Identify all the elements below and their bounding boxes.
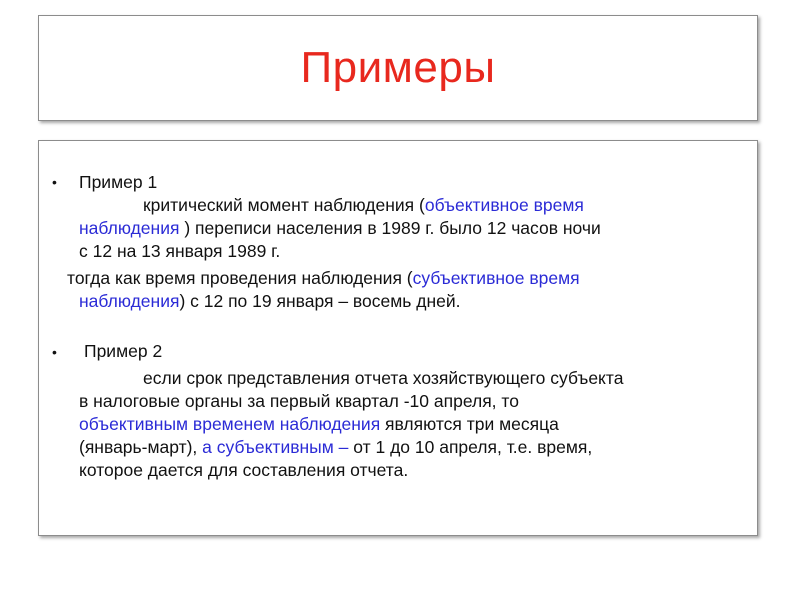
example1-p2-line1 [67, 267, 580, 289]
example2-l1-text: если срок представления отчета хозяйствующего субъекта [143, 368, 624, 388]
title-box [38, 15, 758, 121]
example2-l2-text: в налоговые органы за первый квартал -10 апреля, то [79, 391, 519, 411]
example2-line5 [79, 459, 408, 481]
example1-p1-l1-text: критический момент наблюдения ( [143, 195, 425, 215]
example2-heading [84, 340, 162, 362]
example1-p2-l1-text: тогда как время проведения наблюдения ( [67, 268, 413, 288]
example1-p1-line1 [143, 194, 584, 216]
example2-l5-text: которое дается для составления отчета. [79, 460, 409, 480]
example2-line3 [79, 413, 559, 435]
example1-subjective-term: субъективное время [412, 268, 580, 288]
example2-l3-text: являются три месяца [380, 414, 559, 434]
example2-subjective-term: а субъективным – [202, 437, 349, 457]
example1-objective-term: объективное время [424, 195, 584, 215]
example1-subjective-term-cont: наблюдения [79, 291, 180, 311]
example2-heading-text: Пример 2 [84, 341, 163, 361]
example2-line4 [79, 436, 592, 458]
bullet-icon: • [52, 344, 57, 360]
example2-l4-text-end: от 1 до 10 апреля, т.е. время, [348, 437, 593, 457]
example1-p2-line2 [79, 290, 461, 312]
example1-p1-line2 [79, 217, 601, 239]
example1-p1-line3 [79, 240, 280, 262]
example1-heading [79, 171, 157, 193]
example2-l4-text: (январь-март), [79, 437, 203, 457]
example1-p2-l2-text: ) с 12 по 19 января – восемь дней. [179, 291, 461, 311]
example1-objective-term-cont: наблюдения [79, 218, 180, 238]
slide-title: Примеры [300, 43, 496, 92]
example1-p1-l3-text: с 12 на 13 января 1989 г. [79, 241, 281, 261]
example1-heading-text: Пример 1 [79, 172, 158, 192]
example2-objective-term: объективным временем наблюдения [79, 414, 381, 434]
content-box [38, 140, 758, 536]
bullet-icon: • [52, 174, 57, 190]
example2-line1 [143, 367, 623, 389]
example1-p1-l2-text: ) переписи населения в 1989 г. было 12 часов ночи [179, 218, 601, 238]
example2-line2 [79, 390, 519, 412]
